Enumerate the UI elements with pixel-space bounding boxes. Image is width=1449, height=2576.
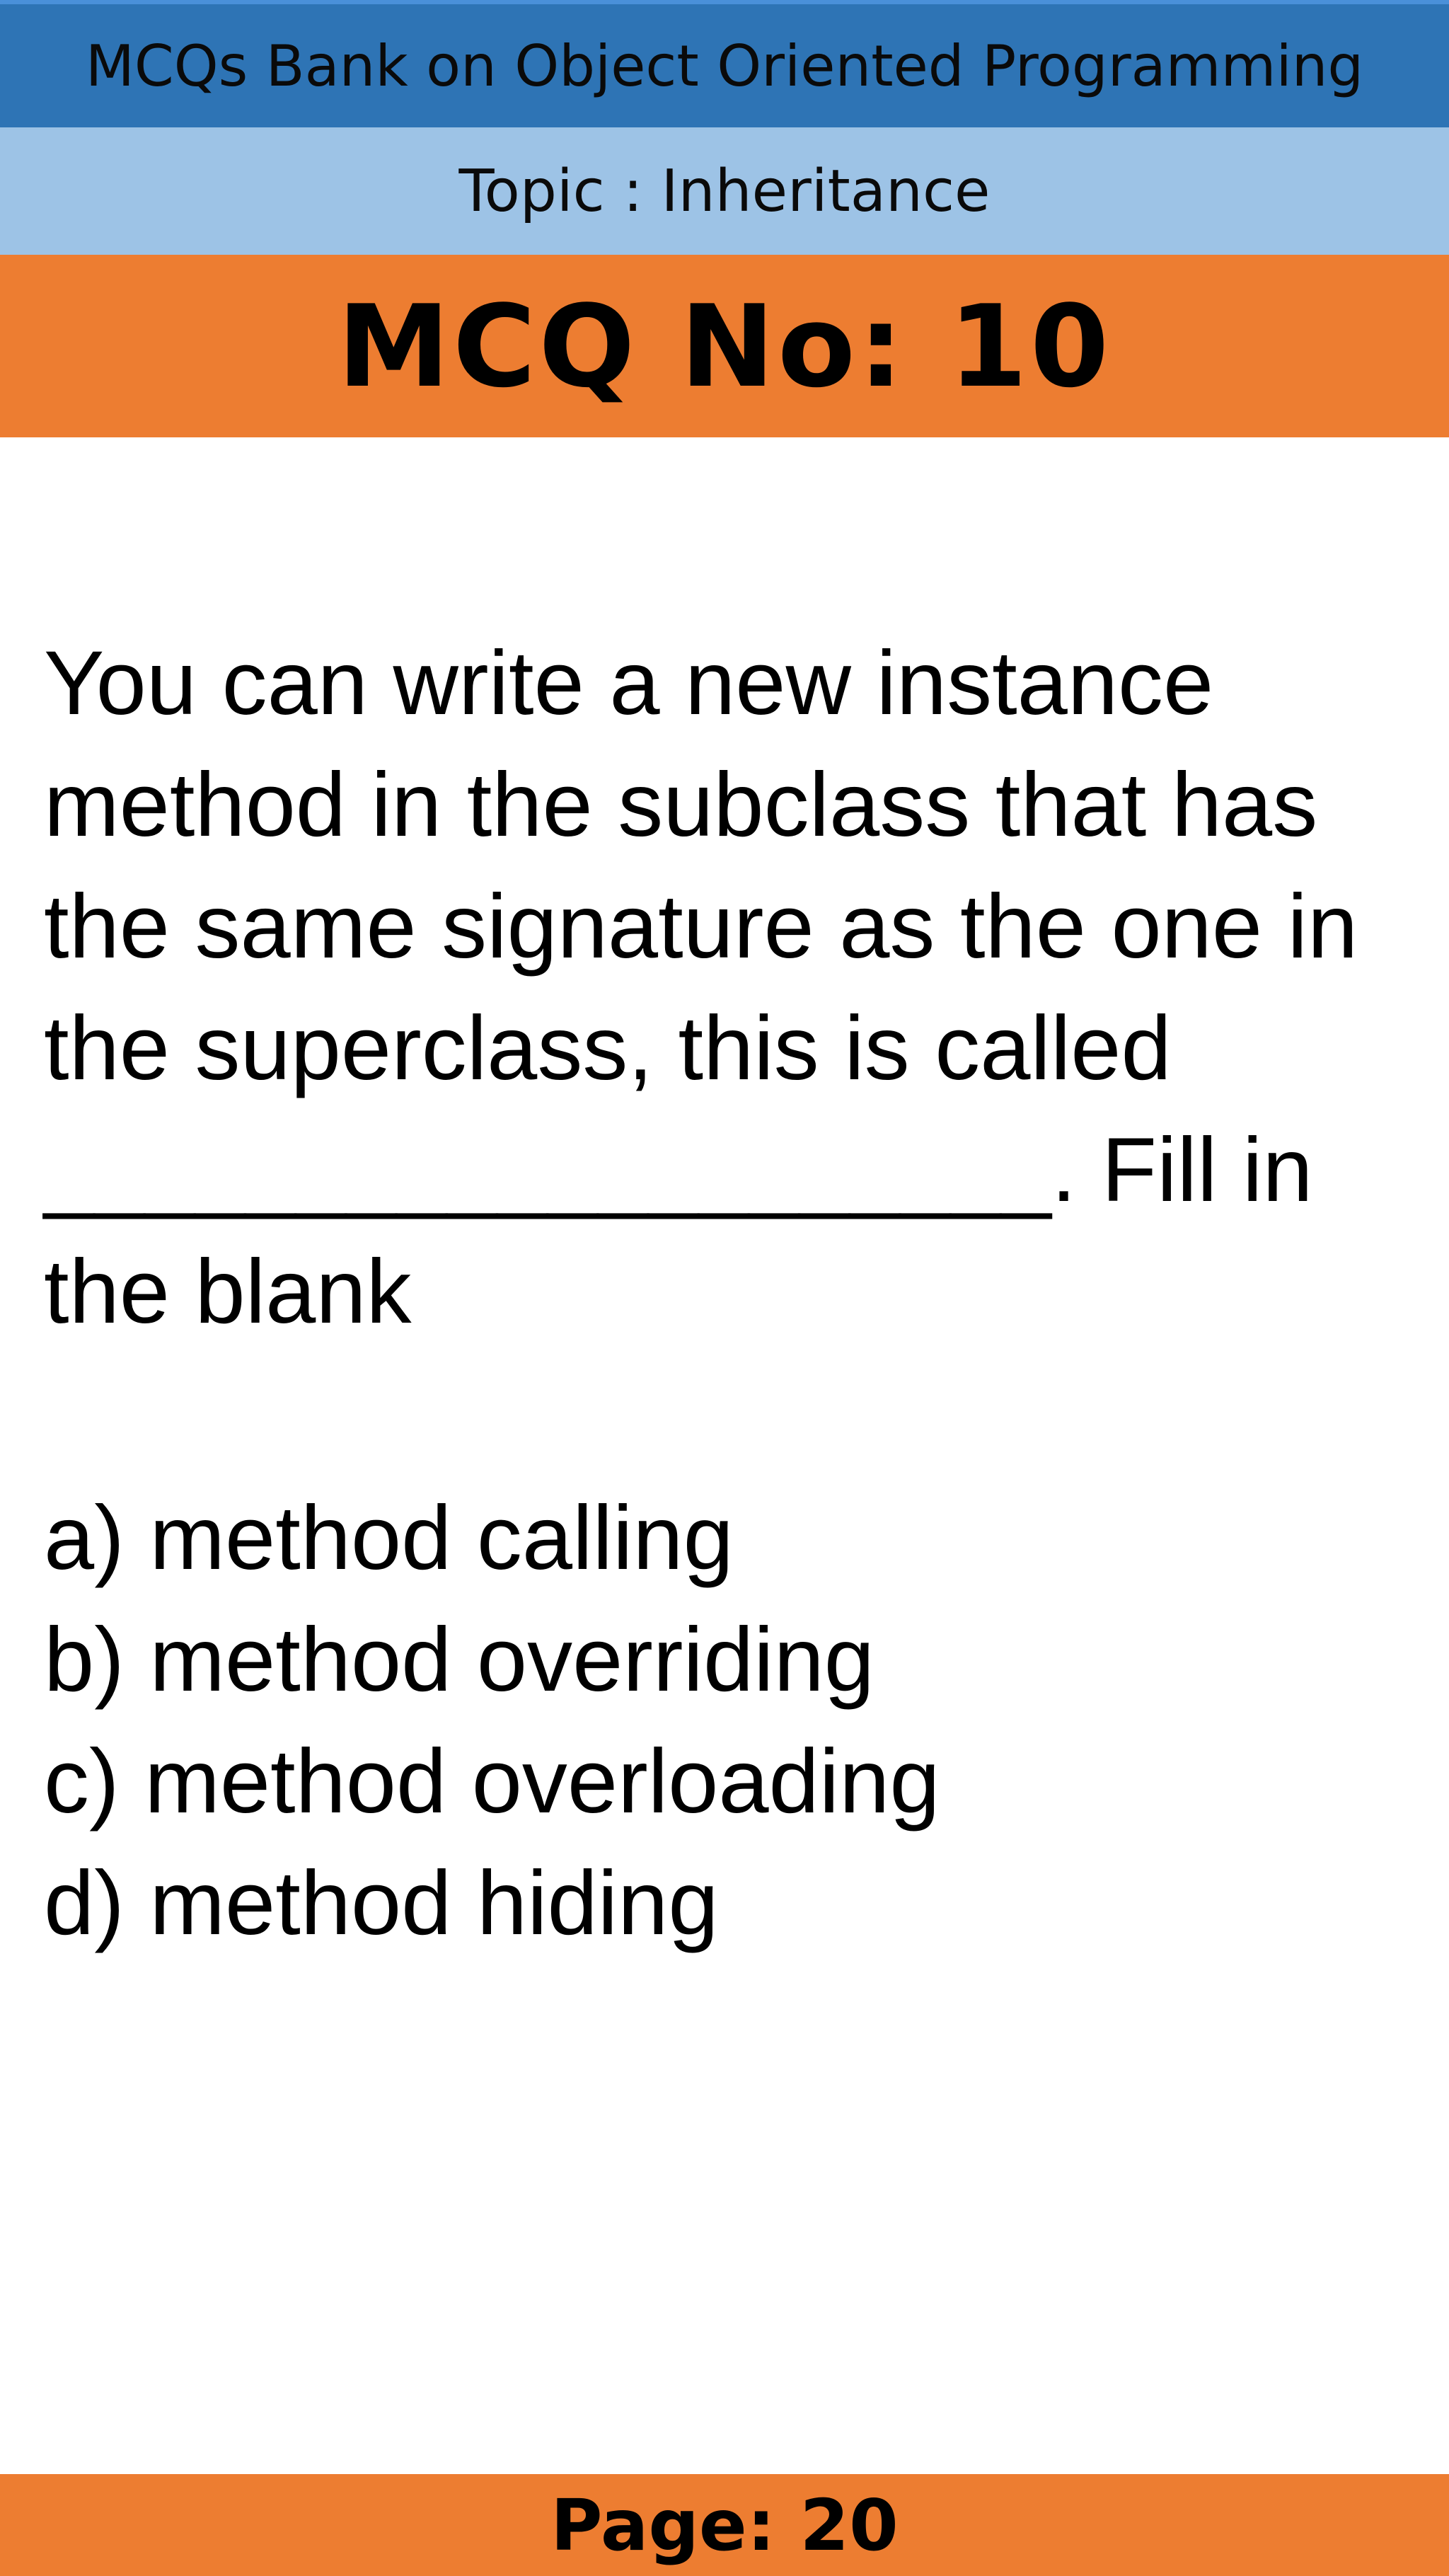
title-banner	[0, 0, 1449, 127]
option-b: b) method overriding	[44, 1609, 874, 1710]
option-a: a) method calling	[44, 1488, 734, 1589]
footer-banner	[0, 2474, 1449, 2576]
bank-title: MCQs Bank on Object Oriented Programming	[85, 33, 1364, 99]
question-text: You can write a new instance method in the subclass that has the same signature as the one in the superclass, this is called ____________________. Fill in the blank	[44, 633, 1358, 1342]
topic-banner	[0, 127, 1449, 255]
option-c: c) method overloading	[44, 1731, 940, 1832]
page-number: Page: 20	[550, 2483, 899, 2567]
mcq-number: MCQ No: 10	[337, 280, 1112, 413]
options-list	[44, 1478, 1409, 1965]
mcq-number-banner	[0, 255, 1449, 437]
option-d: d) method hiding	[44, 1853, 719, 1954]
topic-label: Topic : Inheritance	[458, 157, 991, 225]
